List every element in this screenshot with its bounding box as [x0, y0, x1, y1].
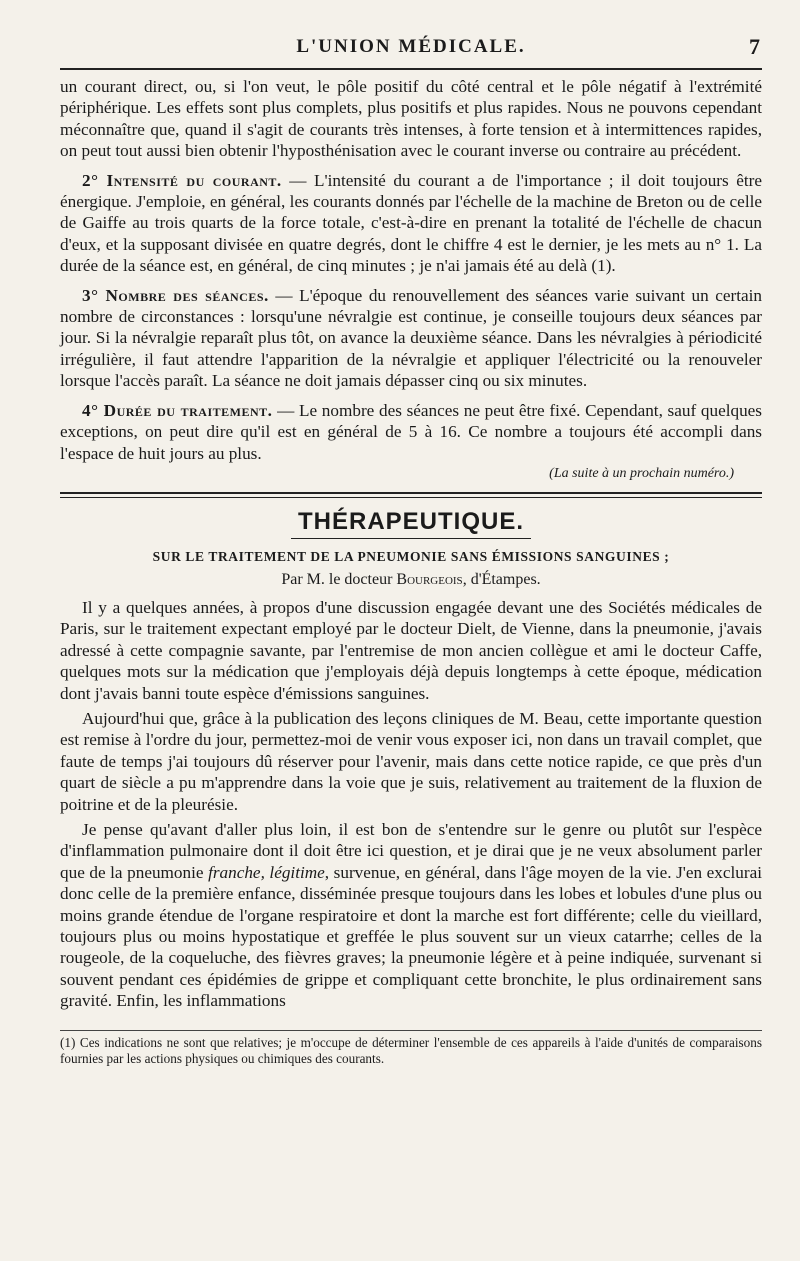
paragraph-6: Aujourd'hui que, grâce à la publication des leçons cliniques de M. Beau, cette importante question est remise à l'ordre du jour, permettez-moi de venir vous exposer ici, non dans un travail complet, que faute de temps j'ai toujours dû réserver pour l'avenir, mais dans cette notice rapide, ce que près d'un quart de siècle a pu m'apprendre dans la voie que je suis, relativement au traitement de la fluxion de poitrine et de la pleurésie.: [60, 708, 762, 814]
footnote-rule: [60, 1030, 762, 1031]
paragraph-1: un courant direct, ou, si l'on veut, le pôle positif du côté central et le pôle négatif à l'extrémité périphérique. Les effets sont plus complets, plus positifs et plus rapides. Nous ne pouvons cependant méconnaître que, quand il s'agit de courants très intenses, à forte tension et à intermittences rapides, on peut tout aussi bien obtenir l'hyposthénisation avec le courant inverse ou contraire au précédent.: [60, 77, 762, 161]
paragraph-7-start: Je pense qu'avant d'aller plus loin, il est bon de s'entendre sur le genre ou plutôt sur l'espèce d'inflammation pulmonaire dont il doit être ici question, et je dirai que je ne veux absolument parler que de la pneumonie: [60, 819, 762, 882]
paragraph-nombre: [60, 285, 762, 392]
running-header: [60, 24, 762, 64]
text-duree: — Le nombre des séances ne peut être fixé. Cependant, sauf quelques exceptions, on peut dire qu'il est en général de 5 à 16. Ce nombre a toujours été accompli dans l'espace de huit jours au plus.: [60, 400, 762, 463]
paragraph-7: [60, 819, 762, 1012]
byline: [60, 571, 762, 589]
running-title: L'UNION MÉDICALE.: [296, 36, 526, 57]
text-intensite: — L'intensité du courant a de l'importance ; il doit toujours être énergique. J'emploie, en général, les courants donnés par l'échelle de la machine de Breton ou de celle de Gaiffe au trois quarts de la force totale, c'est-à-dire en prenant la totalité de l'échelle de chacun d'eux, et la supposant divisée en quatre degrés, dont le chiffre 4 est le dernier, je les mets au n° 1. La durée de la séance est, en général, de cinq minutes ; je n'ai jamais été au delà (1).: [60, 170, 762, 276]
article-title: SUR LE TRAITEMENT DE LA PNEUMONIE SANS ÉMISSIONS SANGUINES ;: [152, 548, 670, 564]
heading-intensite: 2° Intensité du courant.: [82, 170, 282, 190]
heading-duree: 4° Durée du traitement.: [82, 400, 273, 420]
paragraph-duree: [60, 400, 762, 464]
continued-note: (La suite à un prochain numéro.): [549, 465, 734, 481]
section-divider: [60, 492, 762, 498]
author-name: Bourgeois: [396, 570, 463, 588]
paragraph-intensite: [60, 170, 762, 277]
section-title: THÉRAPEUTIQUE.: [297, 507, 524, 535]
byline-prefix: Par M. le docteur: [281, 570, 397, 588]
text-nombre: — L'époque du renouvellement des séances varie suivant un certain nombre de circonstances : lorsqu'une névralgie est continue, je conseille toujours deux séances par jour. Si la névralgie reparaît plus tôt, on avance la deuxième séance. Dans les névralgies à périodicité irrégulière, il faut attendre l'apparition de la névralgie et appliquer l'électricité ou la renouveler lorsque l'accès paraît. La séance ne doit jamais dépasser cinq ou six minutes.: [60, 285, 762, 391]
byline-suffix: , d'Étampes.: [462, 570, 541, 588]
footnote: (1) Ces indications ne sont que relatives; je m'occupe de déterminer l'ensemble de ces appareils à l'aide d'unités de comparaisons fournies par les actions physiques ou chimiques des courants.: [60, 1034, 762, 1066]
heading-nombre: 3° Nombre des séances.: [82, 285, 269, 305]
paragraph-5: Il y a quelques années, à propos d'une discussion engagée devant une des Sociétés médicales de Paris, sur le traitement expectant employé par le docteur Dielt, de Vienne, dans la pneumonie, j'avais adressé à cette compagnie savante, par l'entremise de mon ancien collègue et ami le docteur Caffe, quelques mots sur la médication que j'employais déjà depuis longtemps à cette époque, médication dont j'avais banni toute espèce d'émissions sanguines.: [60, 597, 762, 703]
paragraph-7-italic: franche, légitime: [208, 862, 325, 882]
page-number: 7: [749, 34, 760, 59]
paragraph-7-end: , survenue, en général, dans l'âge moyen de la vie. J'en exclurai donc celle de la première enfance, disséminée presque toujours dans les lobes et lobules d'une plus ou moins grande étendue de l'organe respiratoire et dont la marche est fort différente; celle du vieillard, toujours plus ou moins hypostatique et greffée le plus souvent sur un vieux catarrhe; celles de la rougeole, de la coqueluche, des fièvres graves; la pneumonie légère et à peine indiquée, survenant si souvent pendant ces épidémies de grippe et compliquant cette bronchite, le plus ordinairement sans gravité. Enfin, les inflammations: [60, 862, 762, 1011]
section-title-rule: [291, 538, 531, 539]
header-rule: [60, 68, 762, 70]
